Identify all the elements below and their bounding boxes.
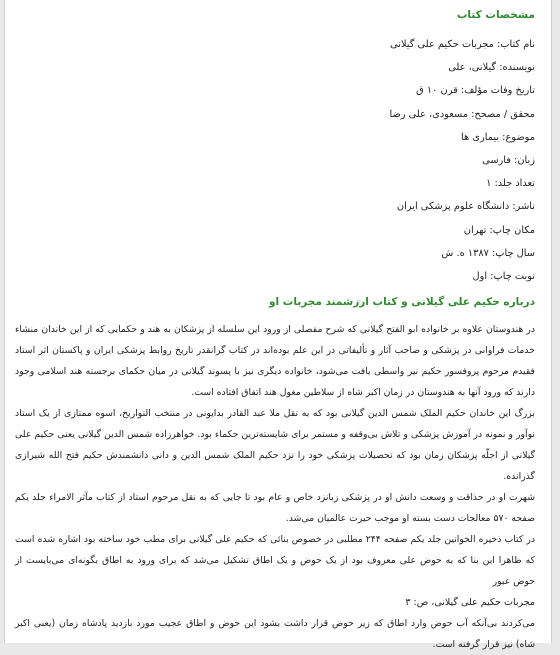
book-details-list <box>15 33 535 288</box>
detail-publisher: ناشر: دانشگاه علوم پزشکی ایران <box>396 201 535 213</box>
page-reference: مجربات حکیم علی گیلانی، ص: ۳ <box>405 597 535 609</box>
body-paragraph: در هندوستان علاوه بر خانواده ابو الفتح گیلانی که شرح مفصلی از ورود این سلسله از پزشکان به هند و حکمایی که از این خاندان منشاء خدمات فراوانی در پزشکی و صاحب آثار و تألیفاتی در این علم بوده‌اند در کتاب گرانقدر تاریخ روابط پزشکی ایران و پاکستان اثر استاد فقیدم مرحوم پروفسور حکیم نیر واسطی یافت می‌شود، خانواده دیگری نیز با پسوند گیلانی در میان حکمای برجسته هند اسلامی وجود دارند که ورود آنها به هندوستان در زمان اکبر شاه از سلاطین مغول هند اتفاق افتاده است. <box>15 324 535 399</box>
detail-language: زبان: فارسی <box>482 155 535 167</box>
detail-publication-year: سال چاپ: ۱۳۸۷ ه. ش <box>441 247 535 259</box>
body-paragraph: در کتاب ذخیره الخوانین جلد یکم صفحه ۲۴۴ مطلبی در خصوص بنائی که حکیم علی گیلانی برای مطب خود ساخته بود اشاره شده است که ظاهرا این بنا که به حوض علی معروف بود از یک حوض و یک اطاق تشکیل می‌شد که برای ورود به اطاق بگونه‌ای می‌بایست از حوض عبور <box>15 534 535 588</box>
document-content <box>15 8 535 655</box>
body-paragraph-closing: می‌کردند بی‌آنکه آب حوض وارد اطاق که زیر حوض قرار داشت بشود این حوض و اطاق عجیب مورد بازدید پادشاه زمان (یعنی اکبر شاه) نیز قرار گرفته است. <box>15 618 535 651</box>
detail-editor: محقق / مصحح: مسعودی، علی رضا <box>389 108 535 120</box>
detail-author-death-date: تاریخ وفات مؤلف: قرن ۱۰ ق <box>416 85 535 97</box>
detail-book-name: نام کتاب: مجربات حکیم علی گیلانی <box>390 39 535 50</box>
detail-subject: موضوع: بیماری ها <box>461 131 535 143</box>
detail-edition: نوبت چاپ: اول <box>472 271 535 283</box>
detail-author: نویسنده: گیلانی، علی <box>448 62 535 74</box>
section-heading-book-details: مشخصات کتاب <box>456 9 535 21</box>
section-heading-about: درباره حکیم علی گیلانی و کتاب ارزشمند مجربات او <box>269 296 535 309</box>
detail-volume-count: تعداد جلد: ۱ <box>486 178 535 190</box>
body-paragraph: بزرگ این خاندان حکیم الملک شمس الدین گیلانی بود که به نقل ملا عبد القادر بدایونی در منتخب التواریخ، اسوه ممتازی از یک استاد نوآور و نمونه در آموزش پزشکی و تلاش بی‌وقفه و مستمر برای شایسته‌ترین حکماء بود. خواهرزاده شمس الدین گیلانی یعنی حکیم علی گیلانی از اجلّه پزشکان زمان بود که تحصیلات پزشکی خود را نزد حکیم الملک شمس الدین و دانی دانشمندش حکیم فتح الله شیرازی گذرانده. <box>15 408 535 483</box>
body-paragraph: شهرت او در حذاقت و وسعت دانش او در پزشکی زبانزد خاص و عام بود تا جایی که به نقل مرحوم استاد از کتاب مآثر الامراء جلد یکم صفحه ۵۷۰ معالجات دست بسته او موجب حیرت عالمیان می‌شد. <box>15 492 535 525</box>
detail-publication-place: مکان چاپ: تهران <box>463 224 535 236</box>
document-page <box>4 0 552 651</box>
